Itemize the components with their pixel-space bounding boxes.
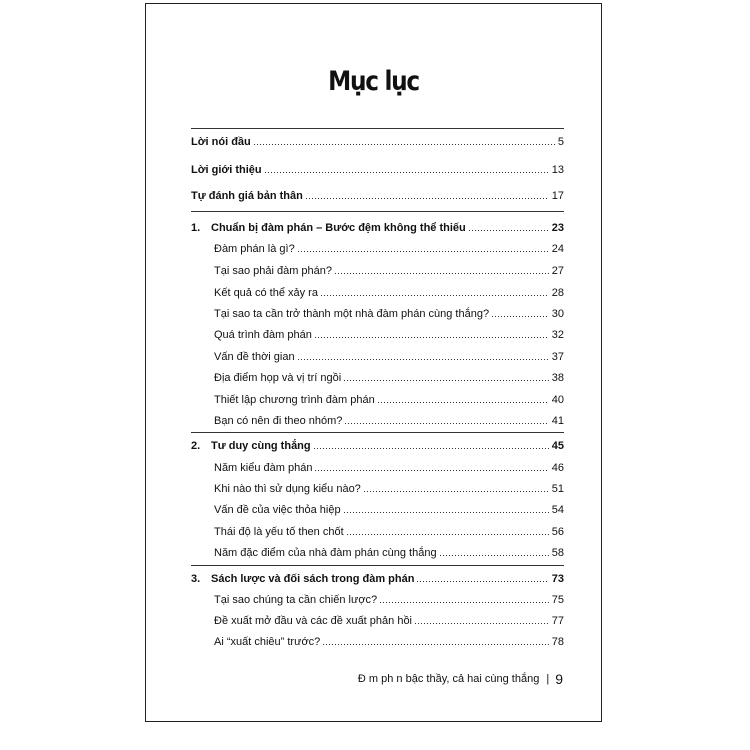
dot-leader	[343, 379, 549, 382]
dot-leader	[414, 622, 549, 625]
toc-entry	[214, 389, 564, 407]
dot-leader	[305, 197, 549, 200]
dot-leader	[334, 272, 549, 275]
chapter-title: Sách lược và đối sách trong đàm phán	[211, 573, 415, 585]
dot-leader	[363, 490, 549, 493]
chapter-title: Tư duy cùng thắng	[211, 440, 311, 452]
toc-entry-label: Năm kiểu đàm phán	[214, 462, 313, 474]
dot-leader	[377, 401, 549, 404]
toc-entry-page: 54	[551, 504, 564, 516]
dot-leader	[343, 511, 549, 514]
toc-entry-page: 24	[551, 243, 564, 255]
toc-entry-label: Địa điểm họp và vị trí ngồi	[214, 372, 342, 384]
toc-entry-label: Vấn đề thời gian	[214, 351, 295, 363]
toc-entry	[214, 542, 564, 560]
toc-entry	[214, 346, 564, 364]
toc-chapter-heading	[191, 435, 564, 453]
toc-entry-page: 46	[551, 462, 564, 474]
toc-entry-label: Đề xuất mở đầu và các đề xuất phản hồi	[214, 615, 412, 627]
toc-entry	[214, 631, 564, 649]
toc-entry-page: 51	[551, 483, 564, 495]
toc-entry-label: Lời nói đầu	[191, 136, 251, 148]
toc-entry-label: Tại sao ta cần trở thành một nhà đàm phán cùng thắng?	[214, 308, 490, 320]
toc-entry-page: 27	[551, 265, 564, 277]
divider	[191, 211, 564, 212]
toc-entry-label: Lời giới thiệu	[191, 164, 262, 176]
page-title: Mục lục	[328, 66, 419, 97]
toc-chapter-heading	[191, 217, 564, 235]
toc-entry-label: Đàm phán là gì?	[214, 243, 295, 255]
toc-entry-label: Tự đánh giá bản thân	[191, 190, 303, 202]
toc-entry	[214, 282, 564, 300]
dot-leader	[264, 171, 549, 174]
toc-entry	[214, 410, 564, 428]
dot-leader	[346, 533, 549, 536]
toc-entry-page: 37	[551, 351, 564, 363]
dot-leader	[253, 143, 555, 146]
dot-leader	[297, 358, 549, 361]
footer-separator: |	[546, 673, 550, 685]
toc-entry	[214, 521, 564, 539]
chapter-number: 1.	[191, 222, 201, 234]
toc-entry-page: 17	[551, 190, 564, 202]
toc-entry-label: Kết quả có thể xảy ra	[214, 287, 318, 299]
dot-leader	[322, 643, 548, 646]
divider-top	[191, 128, 564, 129]
toc-entry-page: 30	[551, 308, 564, 320]
dot-leader	[416, 580, 548, 583]
toc-entry	[214, 457, 564, 475]
book-page	[145, 3, 602, 722]
toc-entry	[214, 303, 564, 321]
dot-leader	[379, 601, 549, 604]
toc-entry-page: 13	[551, 164, 564, 176]
toc-entry	[214, 478, 564, 496]
dot-leader	[439, 554, 549, 557]
toc-entry	[214, 589, 564, 607]
toc-chapter-heading	[191, 568, 564, 586]
toc-entry-label: Quá trình đàm phán	[214, 329, 312, 341]
toc-entry-front	[191, 131, 564, 149]
dot-leader	[491, 315, 549, 318]
footer-page-number: 9	[555, 671, 563, 687]
toc-entry	[214, 260, 564, 278]
toc-entry-page: 75	[551, 594, 564, 606]
dot-leader	[314, 336, 549, 339]
toc-entry-page: 28	[551, 287, 564, 299]
toc-entry	[214, 367, 564, 385]
toc-entry	[214, 324, 564, 342]
toc-entry-page: 5	[557, 136, 564, 148]
dot-leader	[297, 250, 549, 253]
dot-leader	[468, 229, 549, 232]
chapter-page: 23	[551, 222, 564, 234]
divider	[191, 565, 564, 566]
toc-entry-page: 32	[551, 329, 564, 341]
divider	[191, 432, 564, 433]
toc-entry	[214, 238, 564, 256]
dot-leader	[314, 469, 548, 472]
toc-entry-front	[191, 185, 564, 203]
footer-book-title: Đ m ph n bậc thầy, cả hai cùng thắng	[357, 673, 540, 685]
toc-entry-label: Thái độ là yếu tố then chốt	[214, 526, 344, 538]
chapter-number: 3.	[191, 573, 201, 585]
toc-entry-label: Vấn đề của việc thỏa hiệp	[214, 504, 341, 516]
dot-leader	[320, 294, 549, 297]
toc-entry-label: Tại sao phải đàm phán?	[214, 265, 333, 277]
toc-entry-page: 38	[551, 372, 564, 384]
toc-entry-label: Ai “xuất chiêu” trước?	[214, 636, 321, 648]
running-footer	[358, 671, 563, 687]
toc-entry	[214, 499, 564, 517]
toc-entry-page: 58	[551, 547, 564, 559]
toc-entry-label: Bạn có nên đi theo nhóm?	[214, 415, 343, 427]
chapter-number: 2.	[191, 440, 201, 452]
toc-entry-label: Năm đặc điểm của nhà đàm phán cùng thắng	[214, 547, 437, 559]
toc-entry-page: 78	[551, 636, 564, 648]
chapter-page: 45	[551, 440, 564, 452]
dot-leader	[313, 447, 549, 450]
toc-entry-label: Tại sao chúng ta cần chiến lược?	[214, 594, 378, 606]
toc-entry-page: 41	[551, 415, 564, 427]
toc-entry-page: 40	[551, 394, 564, 406]
toc-entry-front	[191, 159, 564, 177]
toc-entry-label: Thiết lập chương trình đàm phán	[214, 394, 375, 406]
dot-leader	[344, 422, 548, 425]
chapter-page: 73	[551, 573, 564, 585]
toc-entry-page: 77	[551, 615, 564, 627]
toc-entry-label: Khi nào thì sử dụng kiểu nào?	[214, 483, 361, 495]
toc-entry	[214, 610, 564, 628]
toc-entry-page: 56	[551, 526, 564, 538]
chapter-title: Chuẩn bị đàm phán – Bước đệm không thể thiếu	[211, 222, 466, 234]
